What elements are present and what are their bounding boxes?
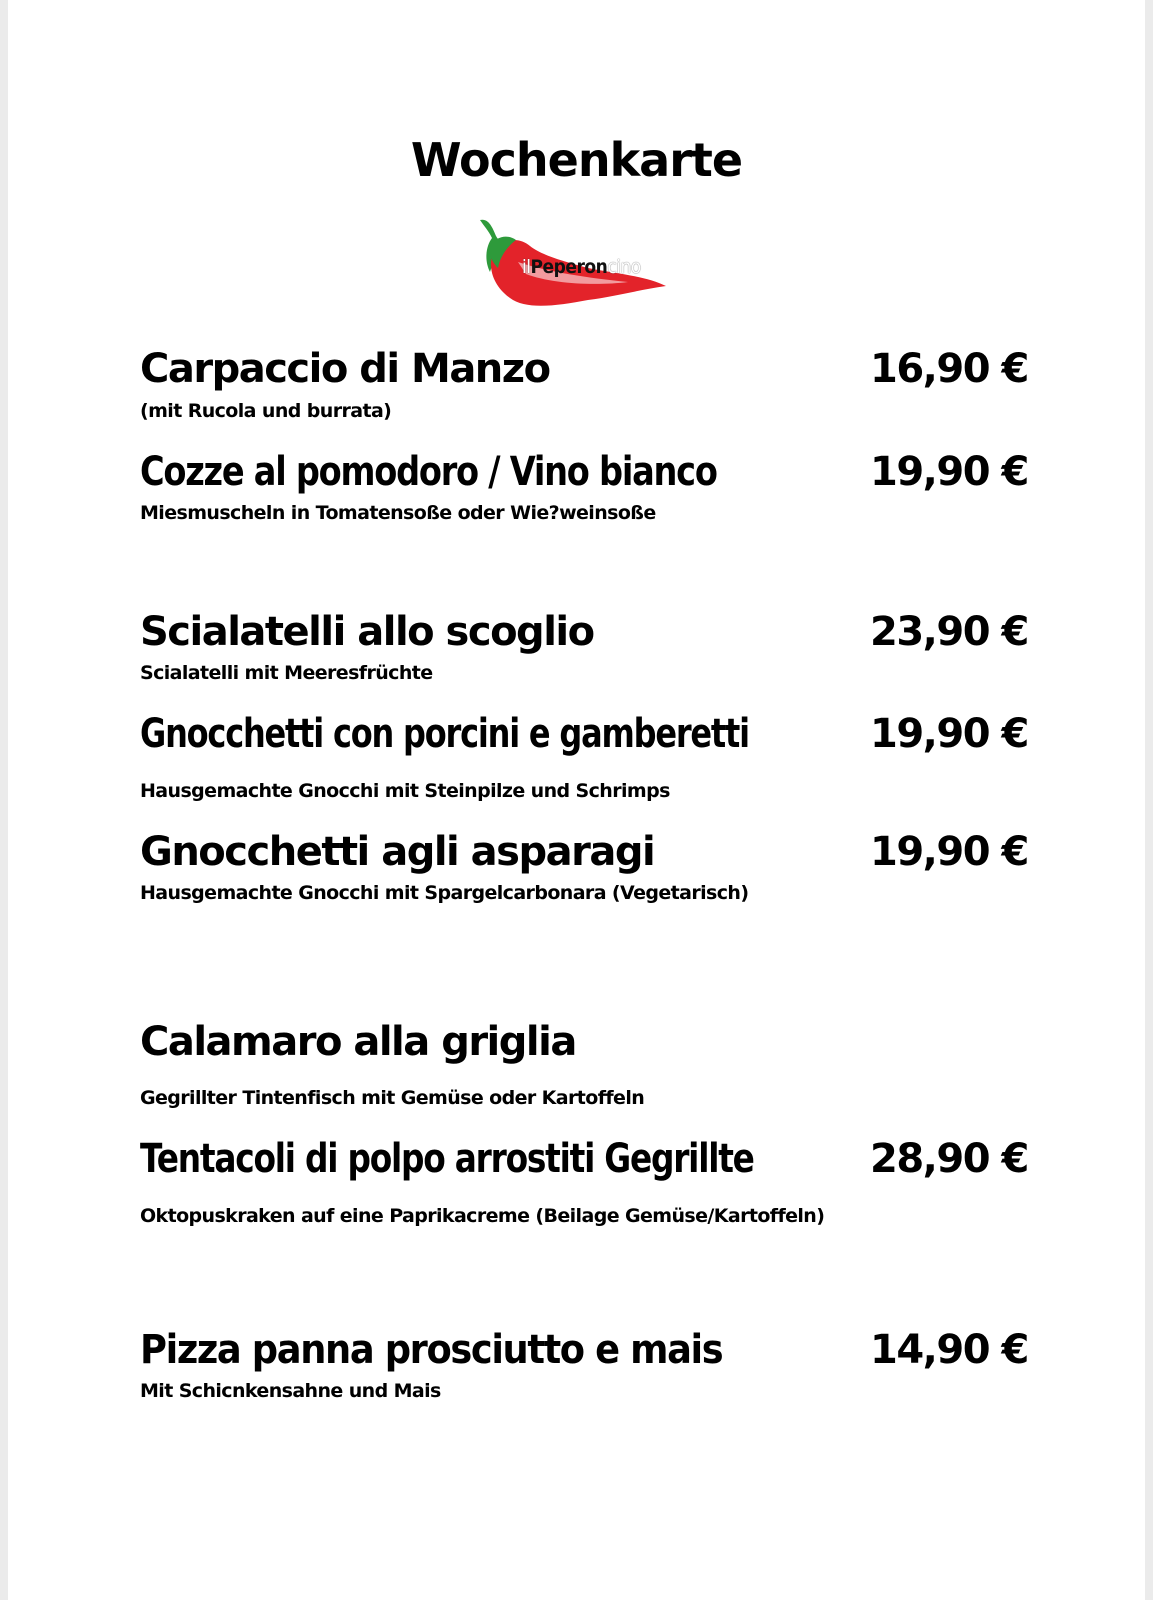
dish-name: Pizza panna prosciutto e mais — [140, 1327, 723, 1373]
dish-description: Gegrillter Tintenfisch mit Gemüse oder Kartoffeln — [140, 1087, 645, 1109]
dish-name: Gnocchetti agli asparagi — [140, 829, 655, 875]
dish-description: Miesmuscheln in Tomatensoße oder Wie?weinsoße — [140, 502, 656, 524]
dish-price: 23,90 € — [870, 609, 1028, 655]
page-title: Wochenkarte — [410, 133, 743, 187]
dish-description: Mit Schicnkensahne und Mais — [140, 1380, 441, 1402]
dish-price: 14,90 € — [870, 1327, 1028, 1373]
dish-name: Cozze al pomodoro / Vino bianco — [140, 449, 717, 495]
menu-page — [8, 0, 1145, 1600]
dish-description: Hausgemachte Gnocchi mit Spargelcarbonara (Vegetarisch) — [140, 882, 749, 904]
dish-price: 28,90 € — [870, 1136, 1028, 1182]
dish-price: 16,90 € — [870, 346, 1028, 392]
dish-name: Tentacoli di polpo arrostiti Gegrillte — [140, 1136, 754, 1182]
logo-text: ilPeperoncino — [522, 256, 641, 278]
dish-description: Scialatelli mit Meeresfrüchte — [140, 662, 433, 684]
dish-name: Calamaro alla griglia — [140, 1019, 576, 1065]
dish-price: 19,90 € — [870, 829, 1028, 875]
dish-price: 19,90 € — [870, 449, 1028, 495]
dish-description: (mit Rucola und burrata) — [140, 400, 392, 422]
dish-name: Gnocchetti con porcini e gamberetti — [140, 711, 749, 757]
dish-name: Carpaccio di Manzo — [140, 346, 550, 392]
restaurant-logo — [478, 216, 678, 316]
dish-description: Oktopuskraken auf eine Paprikacreme (Beilage Gemüse/Kartoffeln) — [140, 1205, 825, 1227]
dish-name: Scialatelli allo scoglio — [140, 609, 594, 655]
dish-price: 19,90 € — [870, 711, 1028, 757]
dish-description: Hausgemachte Gnocchi mit Steinpilze und Schrimps — [140, 780, 670, 802]
